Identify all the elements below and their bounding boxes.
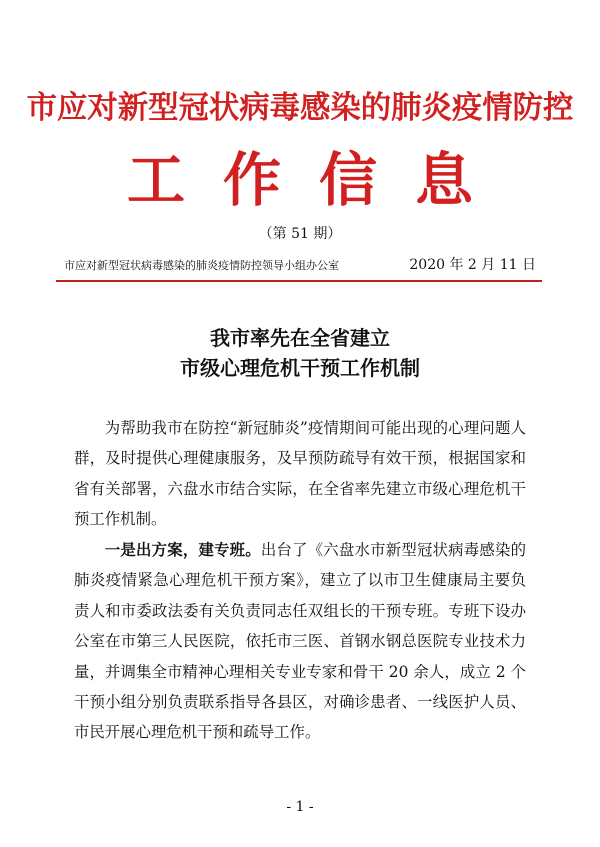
article-paragraph-2 [74, 535, 526, 748]
paragraph-2-body: 出台了《六盘水市新型冠状病毒感染的肺炎疫情紧急心理危机干预方案》，建立了以市卫生健康局主要负责人和市委政法委有关负责同志任双组长的干预专班。专班下设办公室在市第三人民医院，依托市三医、首钢水钢总医院专业技术力量，并调集全市精神心理相关专业专家和骨干 20 余人，成立 2 个干预小组分别负责联系指导各县区，对确诊患者、一线医护人员、市民开展心理危机干预和疏导工作。 [74, 541, 526, 742]
masthead-subtitle: 工作信息 [126, 146, 511, 214]
issue-date: 2020 年 2 月 11 日 [409, 257, 536, 273]
issuing-office: 市应对新型冠状病毒感染的肺炎疫情防控领导小组办公室 [64, 259, 339, 272]
article-paragraph-1: 为帮助我市在防控“新冠肺炎”疫情期间可能出现的心理问题人群，及时提供心理健康服务，及早预防疏导有效干预，根据国家和省有关部署，六盘水市结合实际，在全省率先建立市级心理危机干预工作机制。 [74, 419, 526, 529]
article-headline-line-1: 我市率先在全省建立 [210, 326, 390, 350]
masthead-title: 市应对新型冠状病毒感染的肺炎疫情防控 [26, 90, 574, 126]
paragraph-2-lead: 一是出方案，建专班。 [104, 541, 261, 559]
page-number: - 1 - [286, 799, 314, 815]
article-headline-line-2: 市级心理危机干预工作机制 [180, 356, 420, 380]
issue-number: （第 51 期） [258, 226, 342, 242]
masthead-divider [56, 280, 542, 282]
